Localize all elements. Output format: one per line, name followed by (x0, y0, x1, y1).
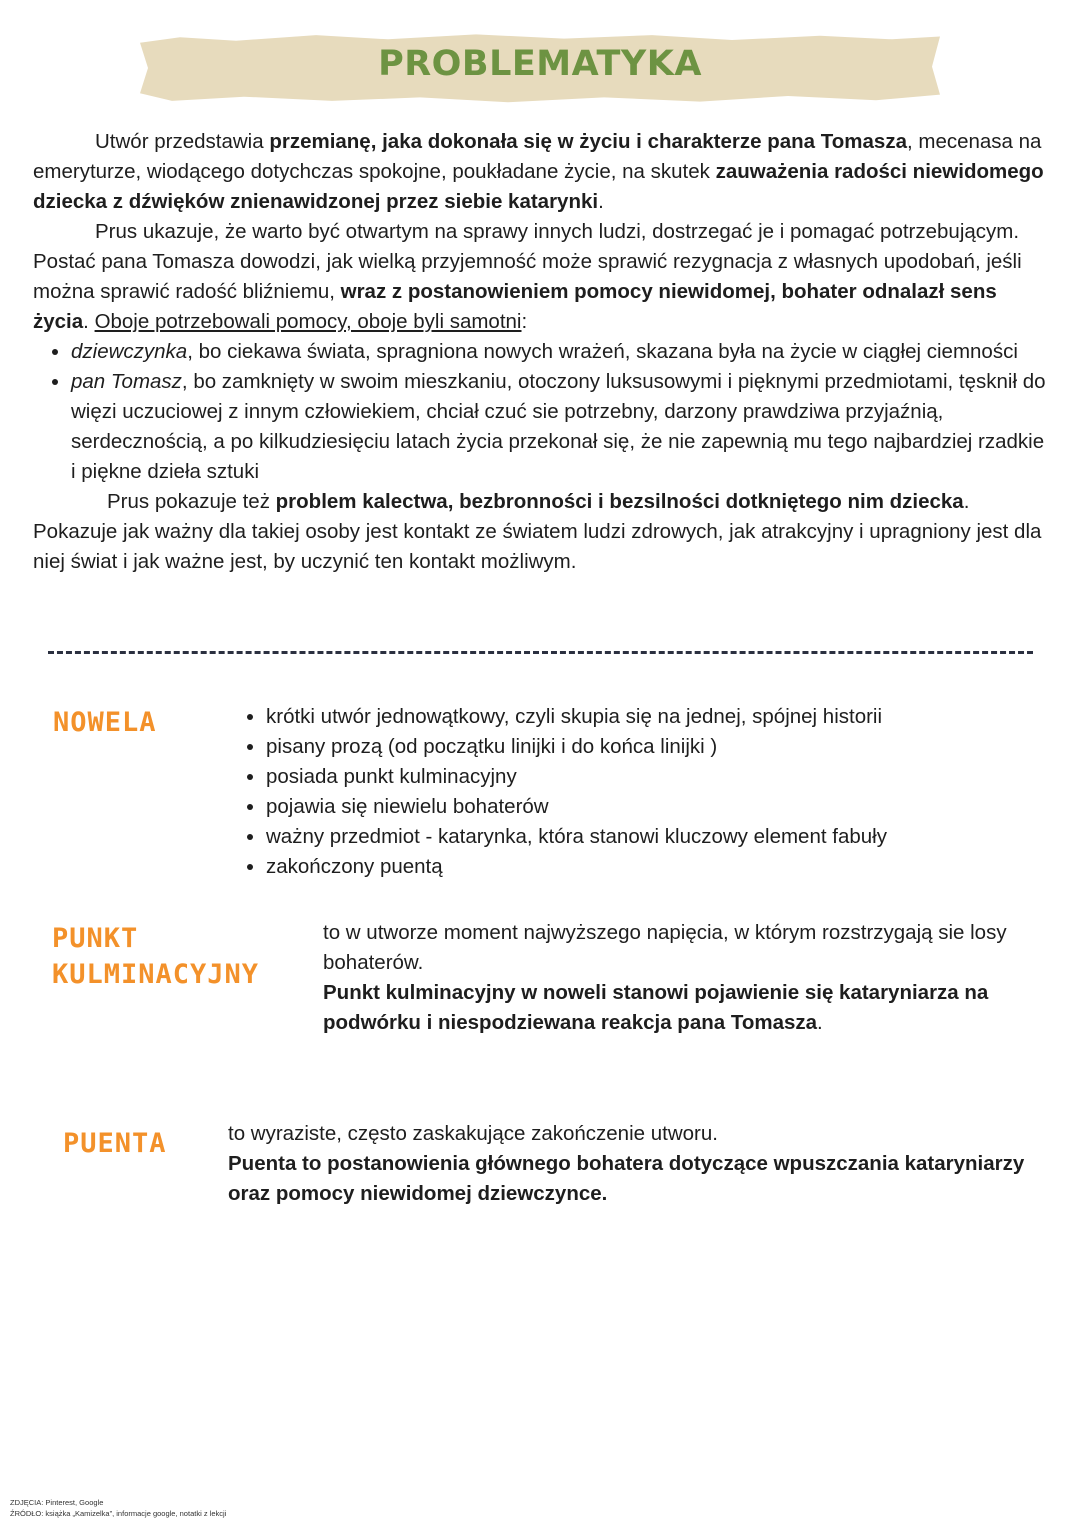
problematyka-section (33, 127, 1051, 577)
paragraph-2: Prus ukazuje, że warto być otwartym na sprawy innych ludzi, dostrzegać je i pomagać potrzebującym. Postać pana Tomasza dowodzi, jak wielką przyjemność może sprawić rezygnacja z własnych upodobań, jeśli można sprawić radość bliźniemu, wraz z postanowieniem pomocy niewidomej, bohater odnalazł sens życia. Oboje potrzebowali pomocy, oboje byli samotni: (33, 220, 1022, 333)
footer-source: ŹRÓDŁO: książka „Kamizelka”, informacje google, notatki z lekcji (10, 1509, 227, 1518)
definition-example: Puenta to postanowienia głównego bohatera dotyczące wpuszczania kataryniarzy oraz pomocy niewidomej dziewczynce. (228, 1152, 1025, 1205)
puenta-definition (228, 1119, 1028, 1209)
list-item: • zakończony puentą (266, 852, 1066, 882)
list-item: • pan Tomasz, bo zamknięty w swoim mieszkaniu, otoczony luksusowymi i pięknymi przedmiotami, tęsknił do więzi uczuciowej z innym człowiekiem, chciał czuć sie potrzebny, darzony prawdziwa przyjaźnią, serdecznością, a po kilkudziesięciu latach życia przekonał się, że nie zapewnią mu tego najbardziej rzadkie i piękne dzieła sztuki (71, 367, 1051, 487)
list-item: • pisany prozą (od początku linijki i do końca linijki ) (266, 732, 1066, 762)
paragraph-1: Utwór przedstawia przemianę, jaka dokonała się w życiu i charakterze pana Tomasza, mecenasa na emeryturze, wiodącego dotychczas spokojne, poukładane życie, na skutek zauważenia radości niewidomego dziecka z dźwięków znienawidzonej przez siebie katarynki. (33, 130, 1044, 213)
lonely-characters-list (33, 337, 1051, 487)
list-item: • posiada punkt kulminacyjny (266, 762, 1066, 792)
nowela-features-list (242, 702, 1066, 882)
list-item: • krótki utwór jednowątkowy, czyli skupia się na jednej, spójnej historii (266, 702, 1066, 732)
definition-example: Punkt kulminacyjny w noweli stanowi pojawienie się kataryniarza na podwórku i niespodziewana reakcja pana Tomasza. (323, 981, 989, 1034)
term-nowela: NOWELA (53, 707, 157, 738)
term-line: KULMINACYJNY (52, 959, 260, 990)
footer-photos: ZDJĘCIA: Pinterest, Google (10, 1498, 104, 1507)
paragraph-3: Prus pokazuje też problem kalectwa, bezbronności i bezsilności dotkniętego nim dziecka. Pokazuje jak ważny dla takiej osoby jest kontakt ze światem ludzi zdrowych, jak atrakcyjny i upragniony jest dla niej świat i jak ważne jest, by uczynić ten kontakt możliwym. (33, 490, 1042, 573)
term-line: PUNKT (52, 923, 139, 954)
term-punkt-kulminacyjny (52, 921, 259, 993)
footer-credits (10, 1497, 226, 1519)
list-item: • dziewczynka, bo ciekawa świata, spragniona nowych wrażeń, skazana była na życie w ciągłej ciemności (71, 337, 1051, 367)
list-item: • ważny przedmiot - katarynka, która stanowi kluczowy element fabuły (266, 822, 1066, 852)
list-item: • pojawia się niewielu bohaterów (266, 792, 1066, 822)
page-title: PROBLEMATYKA (378, 44, 702, 84)
punkt-definition (323, 918, 1033, 1038)
definition-text: to wyraziste, często zaskakujące zakończenie utworu. (228, 1122, 718, 1145)
section-divider (48, 651, 1033, 654)
definition-text: to w utworze moment najwyższego napięcia, w którym rozstrzygają sie losy bohaterów. (323, 921, 1007, 974)
term-puenta: PUENTA (63, 1128, 167, 1159)
